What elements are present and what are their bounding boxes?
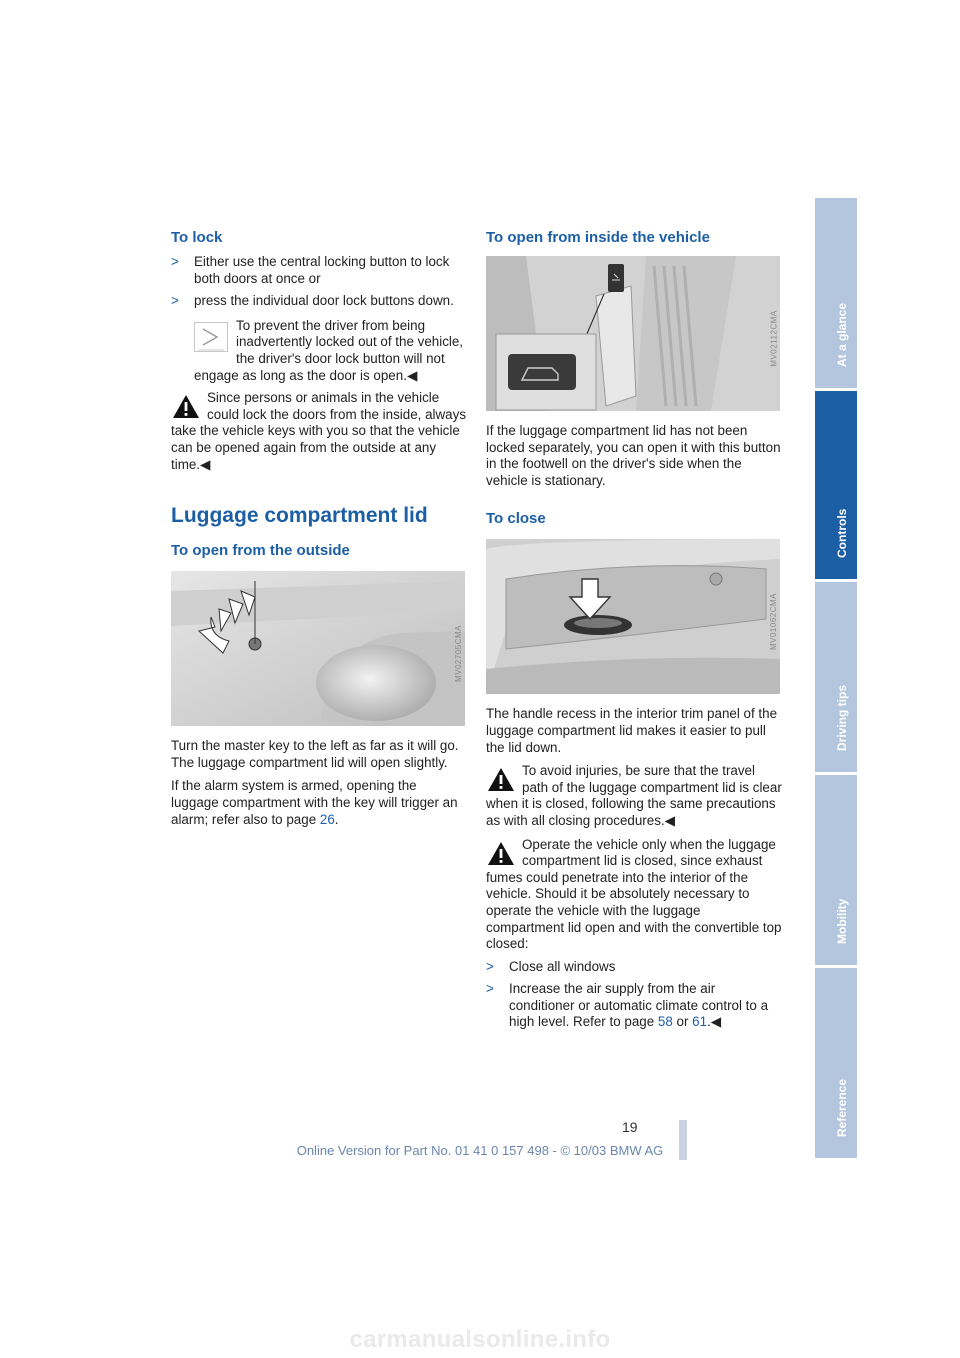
heading-to-close: To close [486,510,546,528]
chapter-tabs [815,198,857,1161]
tab-label: Driving tips [835,684,849,751]
heading-open-outside: To open from the outside [171,542,350,560]
bullet-marker: > [486,958,494,974]
bullet-text-part: or [672,1014,693,1030]
end-marker: ◀ [406,367,418,383]
page-link-61[interactable]: 61 [692,1014,708,1030]
note-block [171,318,467,384]
warning-text: Operate the vehicle only when the luggage compartment lid is closed, since exhaust fumes could penetrate into the interior of the vehicle. Should it be absolutely necessary to operate the vehicle with the luggage compartment lid open and with the convertible top closed: [486,836,782,952]
right-column [486,228,782,1031]
note-text: To prevent the driver from being inadvertently locked out of the vehicle, the driver's door lock button will not engage as long as the door is open. [194,317,464,383]
warning-block [486,763,782,829]
bullet-text: Close all windows [509,958,616,974]
warning-text: To avoid injuries, be sure that the travel path of the luggage compartment lid is clear when it is closed, following the same precautions as with all closing procedures. [486,763,782,828]
tab-mobility[interactable] [815,775,857,965]
image-code: MV02705CMA [453,624,463,682]
tab-at-a-glance[interactable] [815,198,857,388]
bullet-marker: > [171,254,179,269]
tab-controls[interactable] [815,391,857,579]
page-number: 19 [622,1119,638,1135]
list-item [171,254,467,287]
heading-open-inside: To open from inside the vehicle [486,229,710,246]
tab-reference[interactable] [815,968,857,1158]
tab-label: Controls [835,508,849,558]
list-item [171,293,467,310]
bullet-marker: > [486,981,494,997]
photo-trunk-lock [171,571,465,726]
paragraph: If the luggage compartment lid has not been locked separately, you can open it with this button in the footwell on the driver's side when the vehicle is stationary. [486,423,781,488]
warning-icon [486,839,516,867]
bullet-text: Either use the central locking button to lock both doors at once or [194,254,450,286]
bullet-text [509,981,782,1031]
bullet-marker: > [171,293,179,309]
image-code: MV02112CMA [769,309,779,367]
warning-block [171,390,467,473]
left-column [171,228,467,828]
paragraph: The handle recess in the interior trim panel of the luggage compartment lid makes it easier to pull the lid down. [486,706,778,755]
section-title: Luggage compartment lid [171,504,428,528]
end-marker: ◀ [200,456,211,472]
end-marker: ◀ [664,812,675,828]
bullet-text-part: . [707,1014,711,1030]
paragraph-text: If the alarm system is armed, opening the luggage compartment with the key will trigger an alarm; refer also to page [171,778,458,827]
photo-handle-recess [486,539,780,694]
warning-icon [171,392,201,420]
page-link-58[interactable]: 58 [657,1014,673,1030]
page-link-26[interactable]: 26 [319,811,335,827]
paragraph [171,778,467,828]
bullet-text-part: Increase the air supply from the air conditioner or automatic climate control to a high level. Refer to page [509,981,769,1030]
footer-text: Online Version for Part No. 01 41 0 157 498 - © 10/03 BMW AG [296,1143,664,1158]
photo-footwell-button [486,256,780,411]
warning-text: Since persons or animals in the vehicle could lock the doors from the inside, always take the vehicle keys with you so that the vehicle can be opened again from the outside at any time. [171,390,467,472]
bullet-text: press the individual door lock buttons down. [194,293,454,309]
watermark: carmanualsonline.info [349,1326,611,1353]
heading-to-lock: To lock [171,229,223,246]
note-icon [194,322,228,352]
list-item [486,959,782,976]
list-item [486,981,782,1031]
tab-label: At a glance [835,302,849,367]
tab-driving-tips[interactable] [815,582,857,772]
tab-label: Reference [835,1078,849,1137]
paragraph-text: . [334,811,339,827]
warning-icon [486,765,516,793]
image-code: MV01062CMA [768,592,778,650]
tab-label: Mobility [835,898,849,944]
warning-block [486,837,782,953]
end-marker: ◀ [710,1014,722,1030]
paragraph: Turn the master key to the left as far as it will go. The luggage compartment lid will open slightly. [171,738,459,770]
